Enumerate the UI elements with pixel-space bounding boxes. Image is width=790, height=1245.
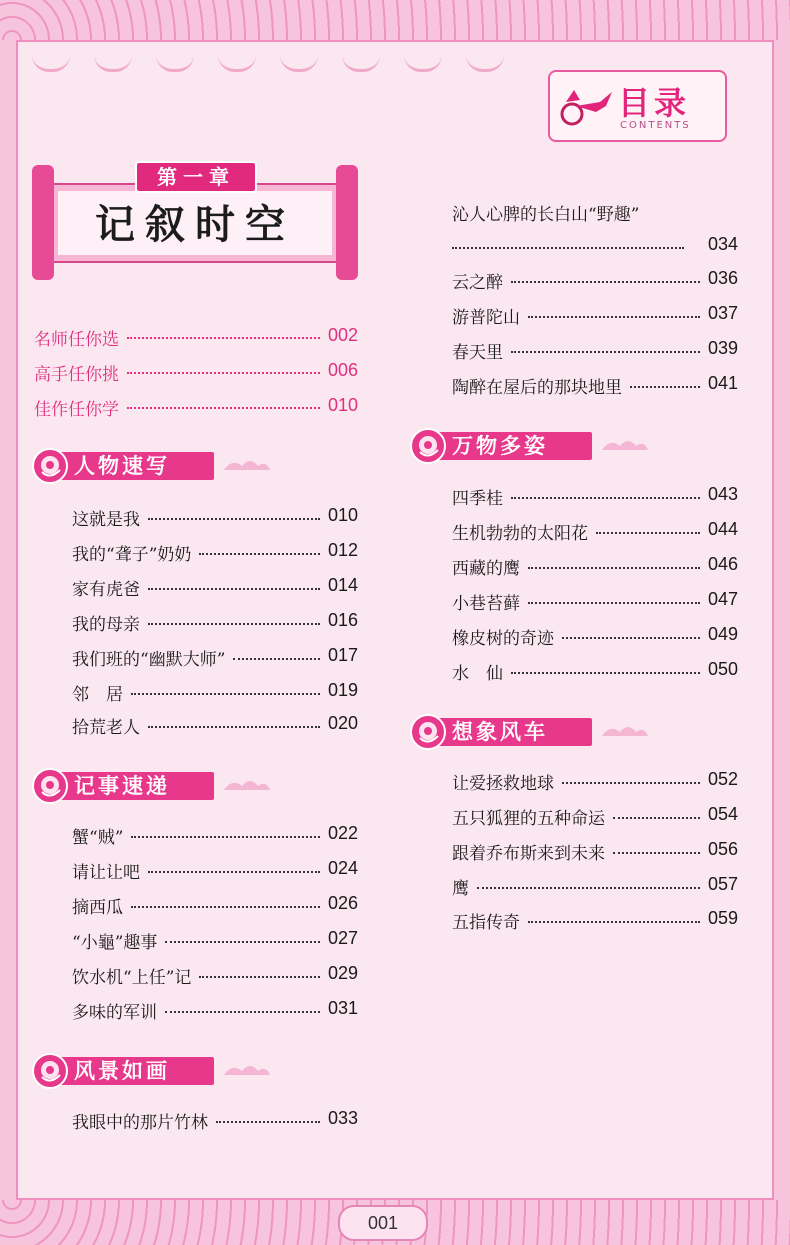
cloud-ornament-icon [222, 776, 272, 794]
entry-title: 多味的军训 [72, 1003, 157, 1023]
cloud-ornament-icon [600, 722, 650, 740]
leader-dots [562, 782, 700, 784]
leader-dots [528, 567, 700, 569]
section-title: 记事速递 [74, 773, 170, 798]
toc-entry[interactable] [72, 505, 358, 531]
toc-entry[interactable] [34, 325, 358, 349]
section-title: 想象风车 [452, 719, 548, 744]
entry-title: 我的“聋子”奶奶 [72, 545, 192, 565]
entry-page: 024 [327, 858, 358, 878]
right-border [774, 40, 790, 1200]
entry-page: 037 [707, 303, 738, 323]
cloud-ornament-icon [222, 456, 272, 474]
entry-page: 020 [327, 713, 358, 733]
section-header [30, 448, 282, 482]
entry-title: 我们班的“幽默大师” [72, 650, 226, 670]
chariot-icon [556, 84, 616, 126]
toc-entry[interactable] [452, 624, 738, 650]
section-header [30, 768, 282, 802]
entry-page: 041 [707, 373, 738, 393]
entry-title: 让爱拯救地球 [452, 774, 554, 794]
entry-page: 050 [707, 659, 738, 679]
entry-title: 生机勃勃的太阳花 [452, 524, 588, 544]
toc-entry[interactable] [34, 395, 358, 419]
contents-logo [548, 70, 727, 142]
entry-title: 邻 居 [72, 685, 123, 705]
entry-page: 017 [327, 645, 358, 665]
leader-dots [596, 532, 700, 534]
leader-dots [148, 871, 320, 873]
leader-dots [199, 553, 320, 555]
flower-badge-icon [30, 1053, 74, 1089]
entry-page: 022 [327, 823, 358, 843]
entry-title: 陶醉在屋后的那块地里 [452, 378, 622, 398]
entry-page: 012 [327, 540, 358, 560]
entry-page: 006 [327, 360, 358, 380]
entry-page: 043 [707, 484, 738, 504]
entry-page: 044 [707, 519, 738, 539]
toc-entry[interactable] [452, 554, 738, 580]
toc-entry[interactable] [452, 839, 738, 865]
entry-title: 请让让吧 [72, 863, 140, 883]
leader-dots [148, 726, 320, 728]
leader-dots [511, 351, 700, 353]
entry-title: 水 仙 [452, 664, 503, 684]
flower-badge-icon [30, 768, 74, 804]
entry-page: 010 [327, 505, 358, 525]
entry-title: 拾荒老人 [72, 718, 140, 738]
leader-dots [452, 247, 684, 249]
entry-title: 四季桂 [452, 489, 503, 509]
entry-title: 春天里 [452, 343, 503, 363]
section-header [408, 714, 660, 748]
entry-page: 031 [327, 998, 358, 1018]
entry-title: 五只狐狸的五种命运 [452, 809, 605, 829]
leader-dots [528, 921, 700, 923]
leader-dots [127, 372, 320, 374]
section-title: 万物多姿 [452, 433, 548, 458]
leader-dots [477, 887, 700, 889]
flower-badge-icon [30, 448, 74, 484]
toc-entry[interactable] [452, 268, 738, 294]
leader-dots [528, 316, 700, 318]
entry-title: 小巷苔藓 [452, 594, 520, 614]
entry-title: 鹰 [452, 879, 469, 899]
entry-page: 027 [327, 928, 358, 948]
leader-dots [613, 852, 700, 854]
entry-title: 西藏的鹰 [452, 559, 520, 579]
entry-page: 033 [327, 1108, 358, 1128]
chapter-number: 第一章 [135, 161, 257, 193]
top-wave-border [0, 0, 790, 40]
entry-page: 019 [327, 680, 358, 700]
leader-dots [511, 672, 700, 674]
toc-entry[interactable] [452, 659, 738, 685]
leader-dots [165, 941, 320, 943]
contents-subtitle: CONTENTS [620, 120, 691, 131]
section-title: 人物速写 [74, 453, 170, 478]
leader-dots [233, 658, 320, 660]
toc-entry[interactable] [452, 589, 738, 615]
entry-page: 029 [327, 963, 358, 983]
flower-badge-icon [408, 714, 452, 750]
leader-dots [127, 337, 320, 339]
decorative-vine [20, 55, 540, 85]
cloud-ornament-icon [600, 436, 650, 454]
entry-page: 034 [707, 234, 738, 254]
leader-dots [216, 1121, 320, 1123]
entry-title: 游普陀山 [452, 308, 520, 328]
toc-entry[interactable] [452, 200, 738, 260]
toc-entry[interactable] [72, 713, 358, 739]
toc-entry[interactable] [72, 645, 358, 671]
entry-page: 010 [327, 395, 358, 415]
entry-page: 016 [327, 610, 358, 630]
entry-title: 佳作任你学 [34, 400, 119, 420]
toc-entry[interactable] [72, 1108, 358, 1134]
leader-dots [131, 836, 320, 838]
entry-title: 云之醉 [452, 273, 503, 293]
flower-badge-icon [408, 428, 452, 464]
leader-dots [148, 623, 320, 625]
entry-title: 我眼中的那片竹林 [72, 1113, 208, 1133]
entry-page: 056 [707, 839, 738, 859]
leader-dots [127, 407, 320, 409]
toc-entry[interactable] [72, 998, 358, 1024]
toc-entry[interactable] [72, 823, 358, 849]
toc-entry[interactable] [452, 303, 738, 329]
entry-page: 059 [707, 908, 738, 928]
entry-title: 摘西瓜 [72, 898, 123, 918]
leader-dots [528, 602, 700, 604]
leader-dots [148, 518, 320, 520]
leader-dots [131, 906, 320, 908]
chapter-title: 记叙时空 [95, 201, 295, 248]
entry-page: 054 [707, 804, 738, 824]
entry-page: 026 [327, 893, 358, 913]
toc-entry[interactable] [72, 858, 358, 884]
entry-title: 我的母亲 [72, 615, 140, 635]
leader-dots [562, 637, 700, 639]
entry-title: 高手任你挑 [34, 365, 119, 385]
toc-entry[interactable] [72, 540, 358, 566]
leader-dots [131, 693, 320, 695]
toc-entry[interactable] [34, 360, 358, 384]
toc-entry[interactable] [452, 519, 738, 545]
entry-title: 蟹“贼” [72, 828, 124, 848]
entry-page: 047 [707, 589, 738, 609]
toc-entry[interactable] [452, 484, 738, 510]
leader-dots [511, 281, 700, 283]
page-number: 001 [338, 1205, 428, 1241]
entry-title: 沁人心脾的长白山“野趣” [452, 205, 640, 225]
toc-entry[interactable] [72, 893, 358, 919]
entry-title: 橡皮树的奇迹 [452, 629, 554, 649]
toc-entry[interactable] [452, 373, 738, 399]
toc-entry[interactable] [452, 338, 738, 364]
leader-dots [165, 1011, 320, 1013]
entry-page: 057 [707, 874, 738, 894]
section-header [30, 1053, 282, 1087]
toc-entry[interactable] [72, 575, 358, 601]
toc-entry[interactable] [72, 963, 358, 989]
toc-entry[interactable] [452, 769, 738, 795]
entry-title: 五指传奇 [452, 913, 520, 933]
entry-page: 002 [327, 325, 358, 345]
leader-dots [199, 976, 320, 978]
entry-title: 这就是我 [72, 510, 140, 530]
entry-page: 036 [707, 268, 738, 288]
section-header [408, 428, 660, 462]
entry-page: 046 [707, 554, 738, 574]
entry-page: 039 [707, 338, 738, 358]
leader-dots [148, 588, 320, 590]
leader-dots [613, 817, 700, 819]
leader-dots [630, 386, 700, 388]
contents-title: 目录 [618, 84, 691, 122]
toc-entry[interactable] [452, 804, 738, 830]
left-border [0, 40, 16, 1200]
entry-title: 饮水机“上任”记 [72, 968, 192, 988]
toc-entry[interactable] [72, 680, 358, 706]
entry-title: 名师任你选 [34, 330, 119, 350]
cloud-ornament-icon [222, 1061, 272, 1079]
toc-entry[interactable] [72, 928, 358, 954]
entry-page: 014 [327, 575, 358, 595]
entry-title: 跟着乔布斯来到未来 [452, 844, 605, 864]
toc-entry[interactable] [72, 610, 358, 636]
entry-page: 052 [707, 769, 738, 789]
entry-page: 049 [707, 624, 738, 644]
chapter-banner [32, 165, 358, 280]
entry-title: “小龜”趣事 [72, 933, 158, 953]
leader-dots [511, 497, 700, 499]
toc-entry[interactable] [452, 874, 738, 900]
entry-title: 家有虎爸 [72, 580, 140, 600]
section-title: 风景如画 [74, 1058, 170, 1083]
toc-entry[interactable] [452, 908, 738, 934]
